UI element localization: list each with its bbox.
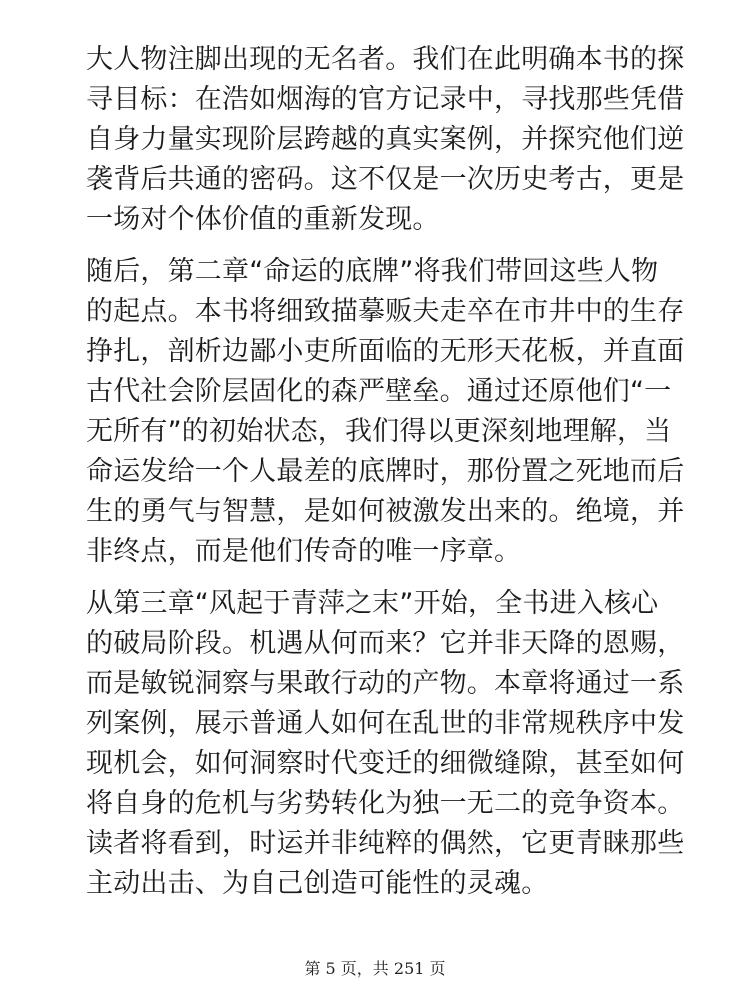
- paragraph-line: 现机会，如何洞察时代变迁的细微缝隙，甚至如何: [86, 748, 685, 779]
- paragraph-line: 袭背后共通的密码。这不仅是一次历史考古，更是: [86, 164, 685, 195]
- paragraph-line: 非终点，而是他们传奇的唯一序章。: [86, 536, 522, 567]
- paragraph-line: 挣扎，剖析边鄙小吏所面临的无形天花板，并直面: [86, 336, 685, 367]
- paragraph-line: 命运发给一个人最差的底牌时，那份置之死地而后: [86, 456, 685, 487]
- paragraph-line: 无所有”的初始状态，我们得以更深刻地理解，当: [86, 416, 672, 447]
- paragraph-2: [86, 252, 685, 572]
- paragraph-line: 从第三章“风起于青萍之末”开始，全书进入核心: [86, 588, 659, 619]
- paragraph-line: 列案例，展示普通人如何在乱世的非常规秩序中发: [86, 708, 685, 739]
- paragraph-line: 大人物注脚出现的无名者。我们在此明确本书的探: [86, 44, 685, 75]
- paragraph-line: 的起点。本书将细致描摹贩夫走卒在市井中的生存: [86, 296, 685, 327]
- paragraph-line: 随后，第二章“命运的底牌”将我们带回这些人物: [86, 256, 659, 287]
- paragraph-line: 将自身的危机与劣势转化为独一无二的竞争资本。: [86, 788, 685, 819]
- paragraph-1: [86, 40, 685, 240]
- paragraph-line: 的破局阶段。机遇从何而来？它并非天降的恩赐，: [86, 628, 685, 659]
- paragraph-line: 主动出击、为自己创造可能性的灵魂。: [86, 868, 549, 899]
- document-body: [86, 40, 685, 916]
- paragraph-line: 而是敏锐洞察与果敢行动的产物。本章将通过一系: [86, 668, 685, 699]
- paragraph-line: 读者将看到，时运并非纯粹的偶然，它更青睐那些: [86, 828, 685, 859]
- paragraph-line: 古代社会阶层固化的森严壁垒。通过还原他们“一: [86, 376, 672, 407]
- paragraph-3: [86, 584, 685, 904]
- paragraph-line: 自身力量实现阶层跨越的真实案例，并探究他们逆: [86, 124, 685, 155]
- paragraph-line: 一场对个体价值的重新发现。: [86, 204, 440, 235]
- paragraph-line: 生的勇气与智慧，是如何被激发出来的。绝境，并: [86, 496, 685, 527]
- page-number-footer: 第 5 页，共 251 页: [304, 959, 446, 978]
- paragraph-line: 寻目标：在浩如烟海的官方记录中，寻找那些凭借: [86, 84, 685, 115]
